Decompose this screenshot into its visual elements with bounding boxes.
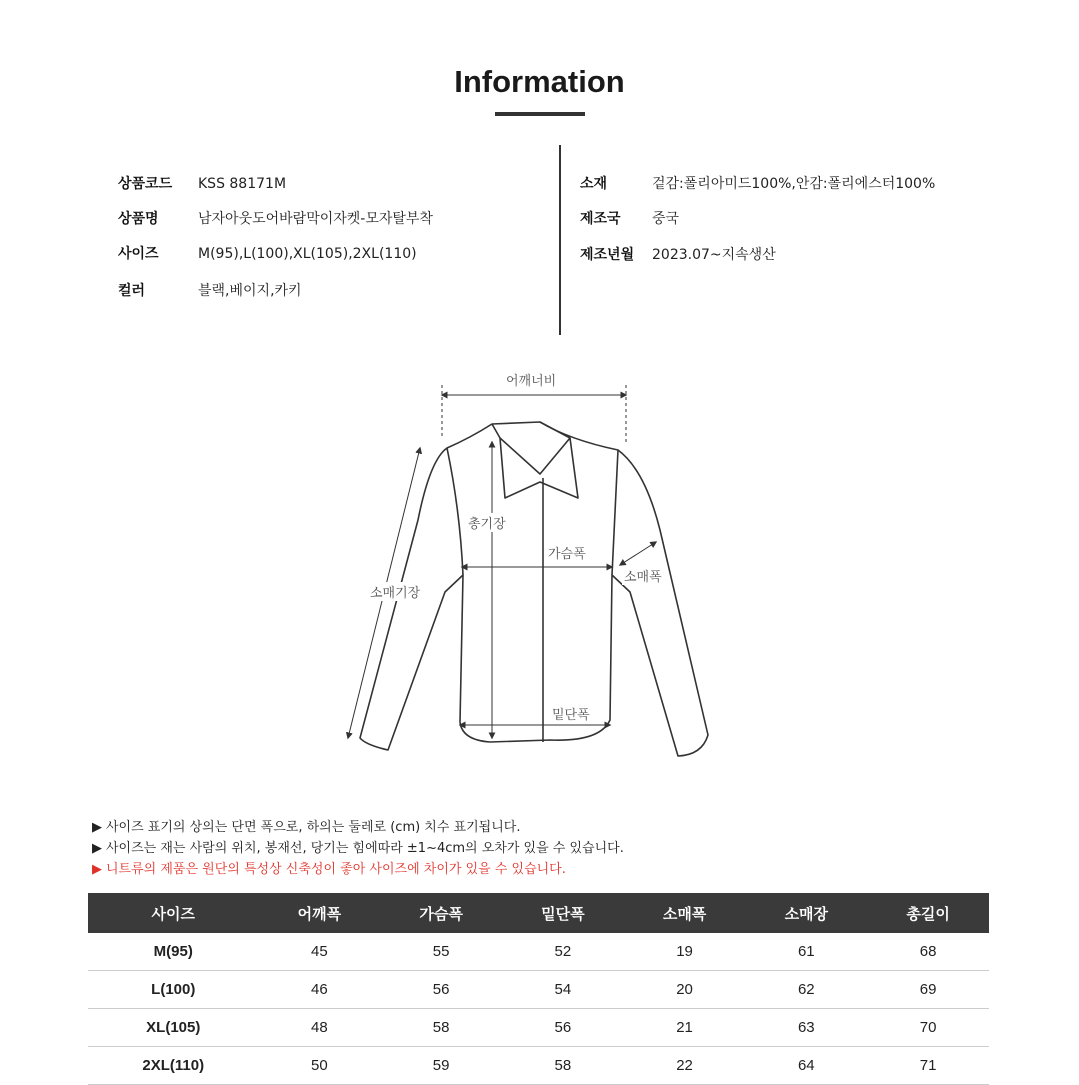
page-title: Information [454,64,625,99]
product-code-value: KSS 88171M [198,176,287,192]
table-cell: 70 [867,1009,989,1047]
total-length-label: 총기장 [466,513,508,532]
table-cell: L(100) [88,971,259,1009]
info-right [580,174,1000,274]
table-cell: XL(105) [88,1009,259,1047]
material-label: 소재 [580,176,608,192]
table-cell: 69 [867,971,989,1009]
table-cell: M(95) [88,933,259,971]
note-text: 니트류의 제품은 원단의 특성상 신축성이 좋아 사이즈에 차이가 있을 수 있습니다. [106,862,566,877]
table-cell: 48 [259,1009,381,1047]
table-cell: 54 [502,971,624,1009]
shoulder-label: 어깨너비 [504,370,558,389]
table-cell: 45 [259,933,381,971]
col-header: 사이즈 [88,893,259,933]
origin-value: 중국 [652,211,680,227]
note-warning [92,859,624,880]
table-cell: 63 [745,1009,867,1047]
table-cell: 50 [259,1047,381,1085]
col-header: 밑단폭 [502,893,624,933]
col-header: 소매장 [745,893,867,933]
size-notes [92,817,624,880]
table-header-row [88,893,989,933]
size-table [88,893,989,1085]
product-name-value: 남자아웃도어바람막이자켓-모자탈부착 [198,211,433,227]
info-divider [559,145,561,335]
table-cell: 20 [624,971,746,1009]
title-underline [495,112,585,116]
table-cell: 22 [624,1047,746,1085]
table-cell: 64 [745,1047,867,1085]
manufacture-date-value: 2023.07~지속생산 [652,247,776,263]
table-cell: 61 [745,933,867,971]
table-cell: 52 [502,933,624,971]
col-header: 소매폭 [624,893,746,933]
color-value: 블랙,베이지,카키 [198,283,302,299]
note-text: 사이즈 표기의 상의는 단면 폭으로, 하의는 둘레로 (cm) 치수 표기됩니다. [106,820,521,835]
info-left [118,174,548,304]
size-value: M(95),L(100),XL(105),2XL(110) [198,246,417,262]
table-cell: 58 [502,1047,624,1085]
table-cell: 68 [867,933,989,971]
color-label: 컬러 [118,283,146,299]
product-code-label: 상품코드 [118,176,173,192]
table-cell: 2XL(110) [88,1047,259,1085]
sleeve-length-label: 소매기장 [368,582,422,601]
table-row [88,971,989,1009]
triangle-right-icon: ▶ [92,862,102,877]
table-cell: 71 [867,1047,989,1085]
size-label: 사이즈 [118,246,159,262]
jacket-measurement-diagram [330,360,710,770]
table-cell: 46 [259,971,381,1009]
triangle-right-icon: ▶ [92,841,102,856]
table-cell: 56 [380,971,502,1009]
material-value: 겉감:폴리아미드100%,안감:폴리에스터100% [652,176,936,192]
manufacture-date-label: 제조년월 [580,247,635,263]
jacket-illustration [330,360,710,770]
hem-label: 밑단폭 [550,704,592,723]
sleeve-width-label: 소매폭 [622,566,664,585]
note-item [92,817,624,838]
table-row [88,1009,989,1047]
triangle-right-icon: ▶ [92,820,102,835]
origin-label: 제조국 [580,211,621,227]
note-text: 사이즈는 재는 사람의 위치, 봉재선, 당기는 힘에따라 ±1~4cm의 오차가 있을 수 있습니다. [106,841,624,856]
table-cell: 58 [380,1009,502,1047]
table-cell: 59 [380,1047,502,1085]
product-name-label: 상품명 [118,211,159,227]
note-item [92,838,624,859]
table-cell: 21 [624,1009,746,1047]
table-cell: 19 [624,933,746,971]
table-cell: 56 [502,1009,624,1047]
col-header: 어깨폭 [259,893,381,933]
table-cell: 62 [745,971,867,1009]
table-cell: 55 [380,933,502,971]
chest-label: 가슴폭 [546,543,588,562]
col-header: 총길이 [867,893,989,933]
col-header: 가슴폭 [380,893,502,933]
table-row [88,933,989,971]
